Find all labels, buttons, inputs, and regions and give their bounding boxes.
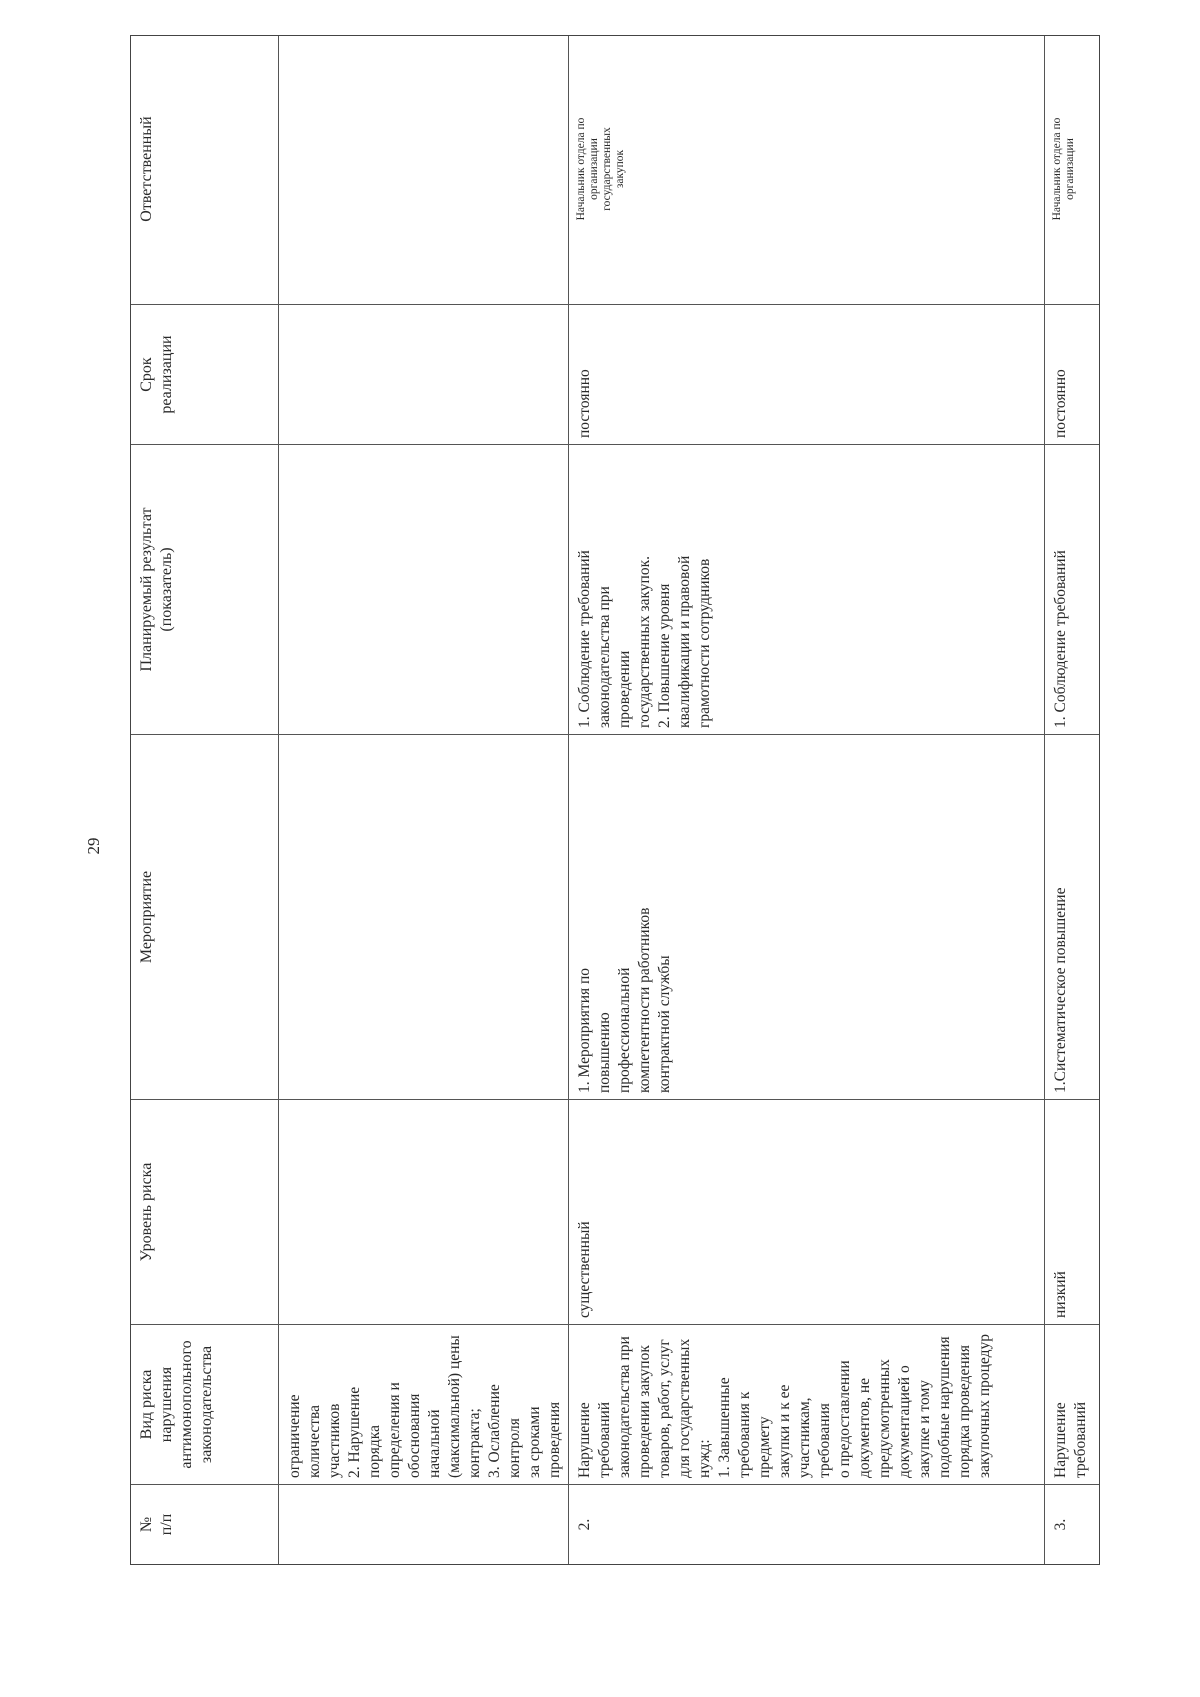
row-risk-type: ограничение количества участников 2. Нарушение порядка определения и обоснования начальной (максимальной) цены контракта; 3. Ослабление контроля за сроками проведения конкурса xyxy=(279,1324,568,1484)
row-measure: 1. Мероприятия по повышению профессиональной компетентности работников контрактной службы xyxy=(569,734,1044,1099)
row-num: 2. xyxy=(569,1484,1044,1564)
row-risk-level: существенный xyxy=(569,1099,1044,1324)
header-risk-type: Вид риска нарушения антимонопольного законодательства xyxy=(131,1324,278,1484)
row-deadline xyxy=(279,304,568,444)
row-planned-result: 1. Соблюдение требований xyxy=(1045,444,1099,734)
table-row xyxy=(1045,36,1099,1564)
row-num xyxy=(279,1484,568,1564)
page-number: 29 xyxy=(84,837,103,855)
row-risk-level xyxy=(279,1099,568,1324)
row-num: 3. xyxy=(1045,1484,1099,1564)
row-planned-result xyxy=(279,444,568,734)
header-num: № п/п xyxy=(131,1484,278,1564)
header-risk-level: Уровень риска xyxy=(131,1099,278,1324)
header-planned-result: Планируемый результат (показатель) xyxy=(131,444,278,734)
risk-table xyxy=(130,35,1100,1565)
row-measure: 1.Систематическое повышение xyxy=(1045,734,1099,1099)
header-responsible: Ответственный xyxy=(138,116,155,222)
row-risk-type: Нарушение требований законодательства при проведении закупок товаров, работ, услуг для государственных нужд: 1. Завышенные требования к предмету закупки и к ее участникам, требования о предоставлении документов, не предусмотренных документацией о закупке и тому подобные нарушения порядка проведения закупочных процедур xyxy=(569,1324,1044,1484)
row-responsible xyxy=(279,34,568,304)
row-deadline: постоянно xyxy=(1045,304,1099,444)
row-deadline: постоянно xyxy=(569,304,1044,444)
row-risk-type: Нарушение требований xyxy=(1045,1324,1099,1484)
row-planned-result: 1. Соблюдение требований законодательства при проведении государственных закупок. 2. Повышение уровня квалификации и правовой грамотности сотрудников xyxy=(569,444,1044,734)
row-responsible: Начальник отдела по организации xyxy=(1051,117,1076,221)
row-risk-level: низкий xyxy=(1045,1099,1099,1324)
row-responsible: Начальник отдела по организации государственных закупок xyxy=(575,117,626,221)
table-row xyxy=(279,36,569,1564)
header-deadline: Срок реализации xyxy=(131,304,278,444)
table-header-row xyxy=(131,36,279,1564)
row-measure xyxy=(279,734,568,1099)
header-measure: Мероприятие xyxy=(131,734,278,1099)
table-row xyxy=(569,36,1045,1564)
